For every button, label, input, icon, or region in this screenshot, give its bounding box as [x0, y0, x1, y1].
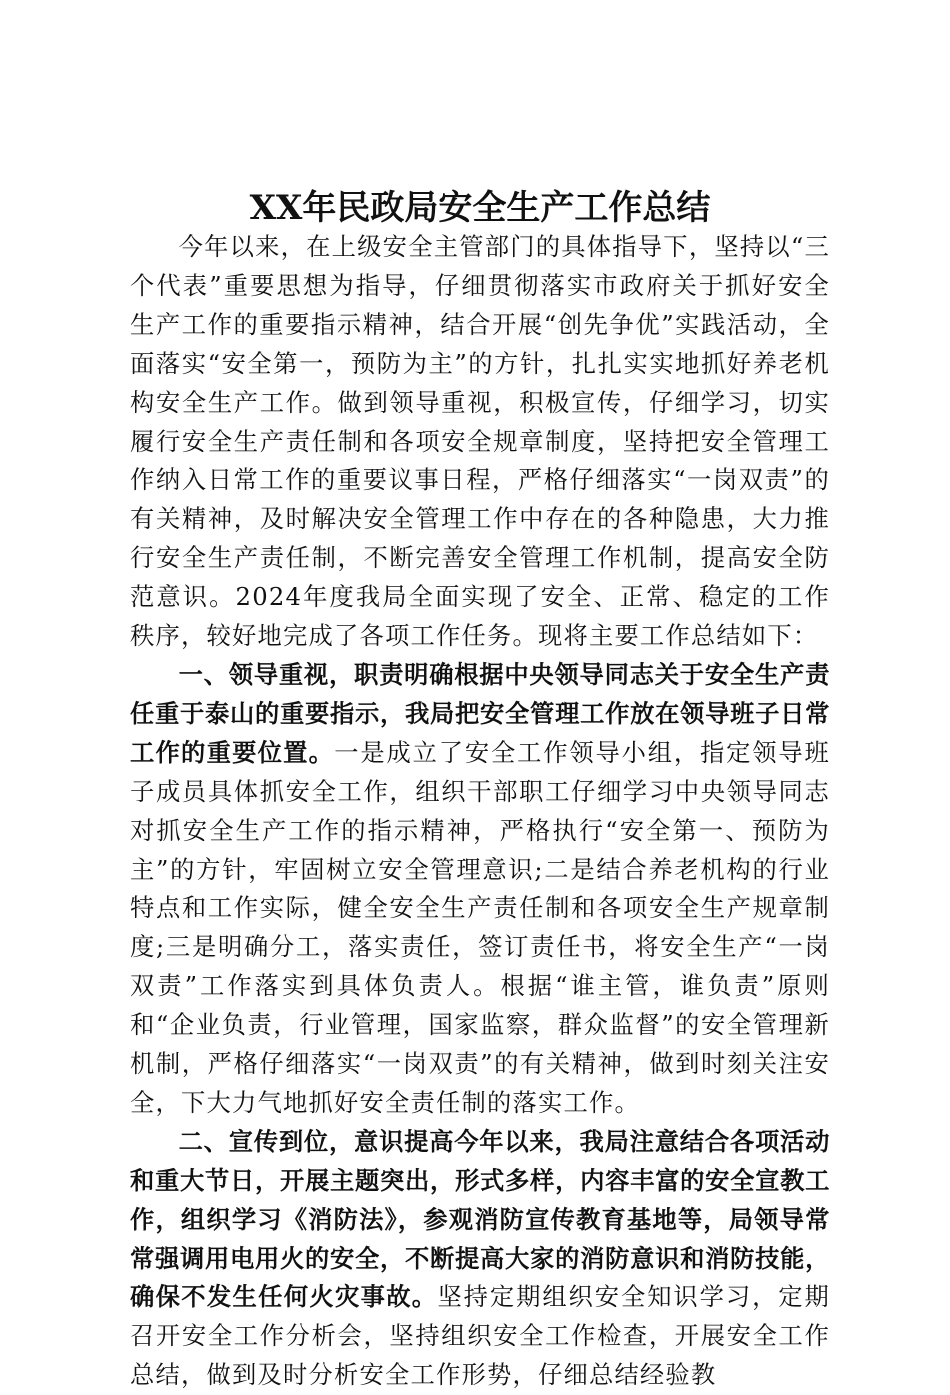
- section-2-text: 坚持定期组织安全知识学习，定期召开安全工作分析会，坚持组织安全工作检查，开展安全工作总结，做到及时分析安全工作形势，仔细总结经验教: [130, 1282, 831, 1390]
- paragraph-section-1: [130, 656, 830, 1123]
- document-page: [130, 182, 830, 1395]
- section-1-text: 一是成立了安全工作领导小组，指定领导班子成员具体抓安全工作，组织干部职工仔细学习中央领导同志对抓安全生产工作的指示精神，严格执行“安全第一、预防为主”的方针，牢固树立安全管理意识;二是结合养老机构的行业特点和工作实际，健全安全生产责任制和各项安全生产规章制度;三是明确分工，落实责任，签订责任书，将安全生产“一岗双责”工作落实到具体负责人。根据“谁主管，谁负责”原则和“企业负责，行业管理，国家监察，群众监督”的安全管理新机制，严格仔细落实“一岗双责”的有关精神，做到时刻关注安全，下大力气地抓好安全责任制的落实工作。: [130, 737, 830, 1117]
- paragraph-section-2: [130, 1123, 830, 1395]
- document-title: XX年民政局安全生产工作总结: [249, 188, 711, 228]
- paragraph-intro-text: 今年以来，在上级安全主管部门的具体指导下，坚持以“三个代表”重要思想为指导，仔细贯彻落实市政府关于抓好安全生产工作的重要指示精神，结合开展“创先争优”实践活动，全面落实“安全第一，预防为主”的方针，扎扎实实地抓好养老机构安全生产工作。做到领导重视，积极宣传，仔细学习，切实履行安全生产责任制和各项安全规章制度，坚持把安全管理工作纳入日常工作的重要议事日程，严格仔细落实“一岗双责”的有关精神，及时解决安全管理工作中存在的各种隐患，大力推行安全生产责任制，不断完善安全管理工作机制，提高安全防范意识。2024年度我局全面实现了安全、正常、稳定的工作秩序，较好地完成了各项工作任务。现将主要工作总结如下：: [130, 232, 830, 651]
- paragraph-intro: [130, 228, 830, 656]
- section-2-heading: 二、宣传到位，意识提高今年以来，我局注意结合各项活动和重大节日，开展主题突出，形式多样，内容丰富的安全宣教工作，组织学习《消防法》，参观消防宣传教育基地等，局领导常常强调用电用火的安全，不断提高大家的消防意识和消防技能，确保不发生任何火灾事故。: [130, 1126, 830, 1312]
- section-1-heading: 一、领导重视，职责明确根据中央领导同志关于安全生产责任重于泰山的重要指示，我局把安全管理工作放在领导班子日常工作的重要位置。: [130, 659, 830, 767]
